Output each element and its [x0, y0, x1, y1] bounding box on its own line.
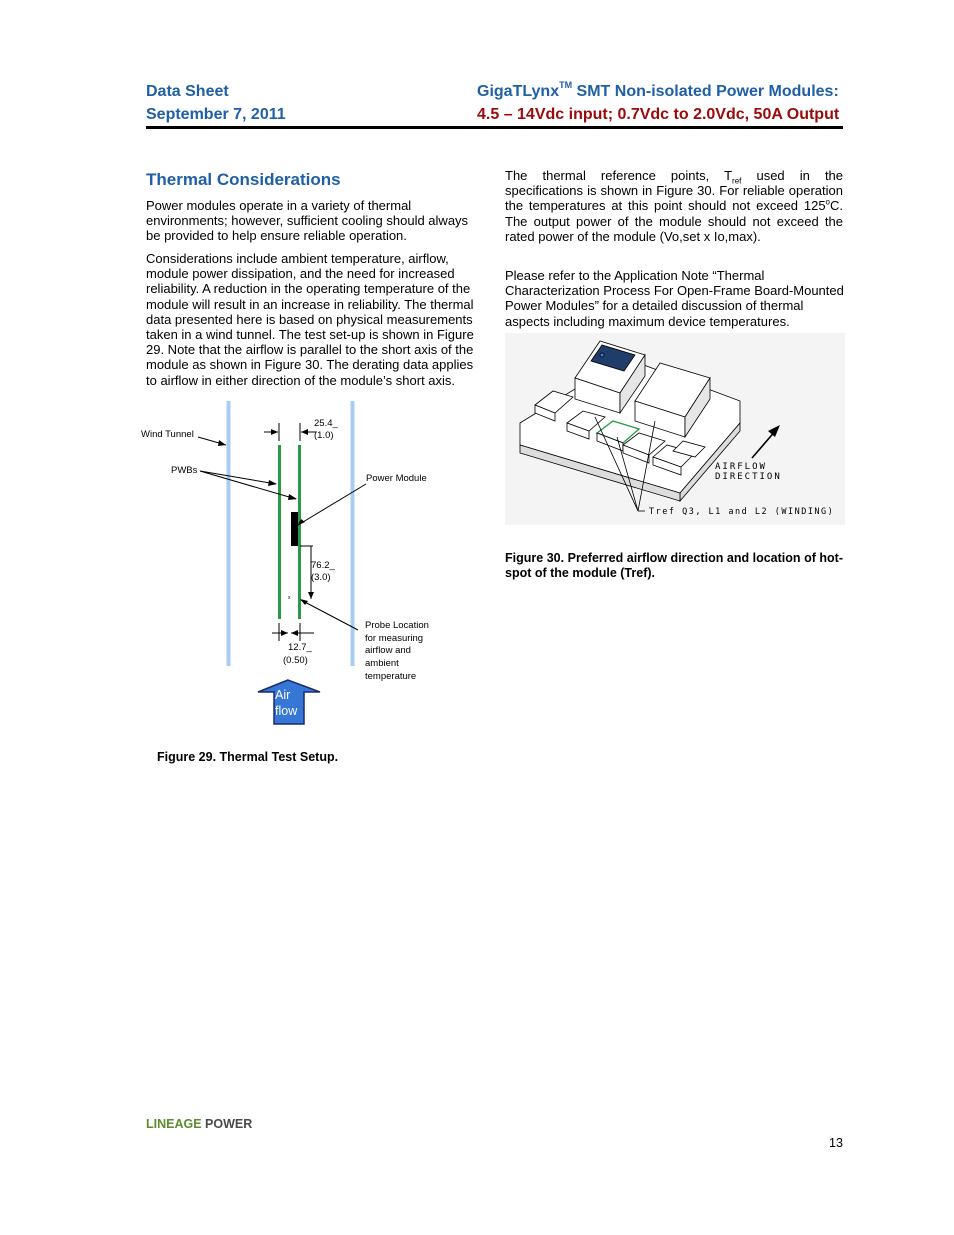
airflow-arrow-text — [275, 687, 305, 719]
right-para-2: Please refer to the Application Note “Thermal Characterization Process For Open-Frame Board-Mounted Power Modules” for a detailed discussion of thermal aspects including maximum device temperatures. — [505, 268, 844, 329]
dim2-in: (3.0) — [311, 572, 331, 583]
figure-29-diagram — [130, 395, 450, 730]
footer-brand-power: POWER — [201, 1117, 253, 1131]
wind-tunnel-left-wall — [227, 401, 231, 666]
probe-label-line-4: ambient — [365, 658, 399, 670]
figure-30-drawing — [505, 333, 845, 525]
product-title — [477, 79, 839, 101]
footer-brand-lineage: LINEAGE — [146, 1117, 202, 1131]
dim1-in: (1.0) — [314, 430, 334, 441]
probe-mark: x — [288, 595, 291, 601]
probe-label-line-1: Probe Location — [365, 620, 429, 631]
airflow-direction-label — [715, 462, 782, 482]
figure-30-svg — [505, 333, 845, 525]
pwbs-label: PWBs — [171, 465, 198, 476]
trademark: TM — [559, 79, 573, 90]
probe-label-line-3: airflow and — [365, 645, 411, 657]
page-number: 13 — [829, 1136, 843, 1150]
doc-type: Data Sheet — [146, 83, 229, 100]
dim2-mm: 76.2_ — [311, 560, 335, 571]
wind-tunnel-label: Wind Tunnel — [141, 429, 194, 440]
probe-label — [365, 620, 429, 684]
power-module-block — [291, 512, 298, 546]
probe-label-line-5: temperature — [365, 670, 417, 682]
right-para-1: The thermal reference points, $T_{ref}$ used in the specifications is shown in Figure 30. For reliable operation the temperatures at this point should not exceed 125$^o$C. The output power of the module should not exceed the rated power of the module (Vo,set x Io,max). — [505, 168, 844, 244]
product-name: GigaTLynx — [477, 83, 560, 100]
dim3-in: (0.50) — [283, 655, 308, 666]
product-rest: SMT Non-isolated Power Modules: — [572, 83, 839, 100]
doc-date: September 7, 2011 — [146, 106, 286, 123]
pwb-left — [278, 445, 281, 619]
tref-label: Tref Q3, L1 and L2 (WINDING) — [649, 507, 835, 517]
section-title: Thermal Considerations — [146, 170, 341, 189]
pwb-right — [298, 445, 301, 619]
pwb-leader-2 — [200, 471, 296, 499]
airflow-direction-line-2: DIRECTION — [715, 472, 782, 482]
power-module-leader — [298, 484, 366, 525]
airflow-label-air: Air — [275, 688, 291, 702]
section-para-1: Power modules operate in a variety of thermal environments; however, sufficient cooling should always be provided to help ensure reliable operation. — [146, 198, 469, 244]
probe-label-line-2: for measuring — [365, 632, 424, 644]
header-rule — [146, 126, 843, 129]
airflow-label-flow: flow — [275, 704, 298, 718]
footer-brand — [146, 1115, 252, 1133]
airflow-direction-line-1: AIRFLOW — [715, 462, 767, 472]
probe-leader — [301, 600, 358, 630]
figure-30-caption: Figure 30. Preferred airflow direction and location of hot-spot of the module (Tref). — [505, 551, 843, 580]
dim1-mm: 25.4_ — [314, 418, 338, 429]
power-module-label: Power Module — [366, 473, 427, 484]
product-subtitle: 4.5 – 14Vdc input; 0.7Vdc to 2.0Vdc, 50A Output — [477, 106, 840, 123]
figure-29-caption: Figure 29. Thermal Test Setup. — [157, 750, 339, 764]
dim3-mm: 12.7_ — [288, 642, 312, 653]
section-para-2: Considerations include ambient temperature, airflow, module power dissipation, and the need for increased reliability. A reduction in the operating temperature of the module will result in an increase in reliability. The thermal data presented here is based on physical measurements taken in a wind tunnel. The test set-up is shown in Figure 29. Note that the airflow is parallel to the short axis of the module as shown in Figure 30. The derating data applies to airflow in either direction of the module’s short axis. — [146, 251, 474, 388]
